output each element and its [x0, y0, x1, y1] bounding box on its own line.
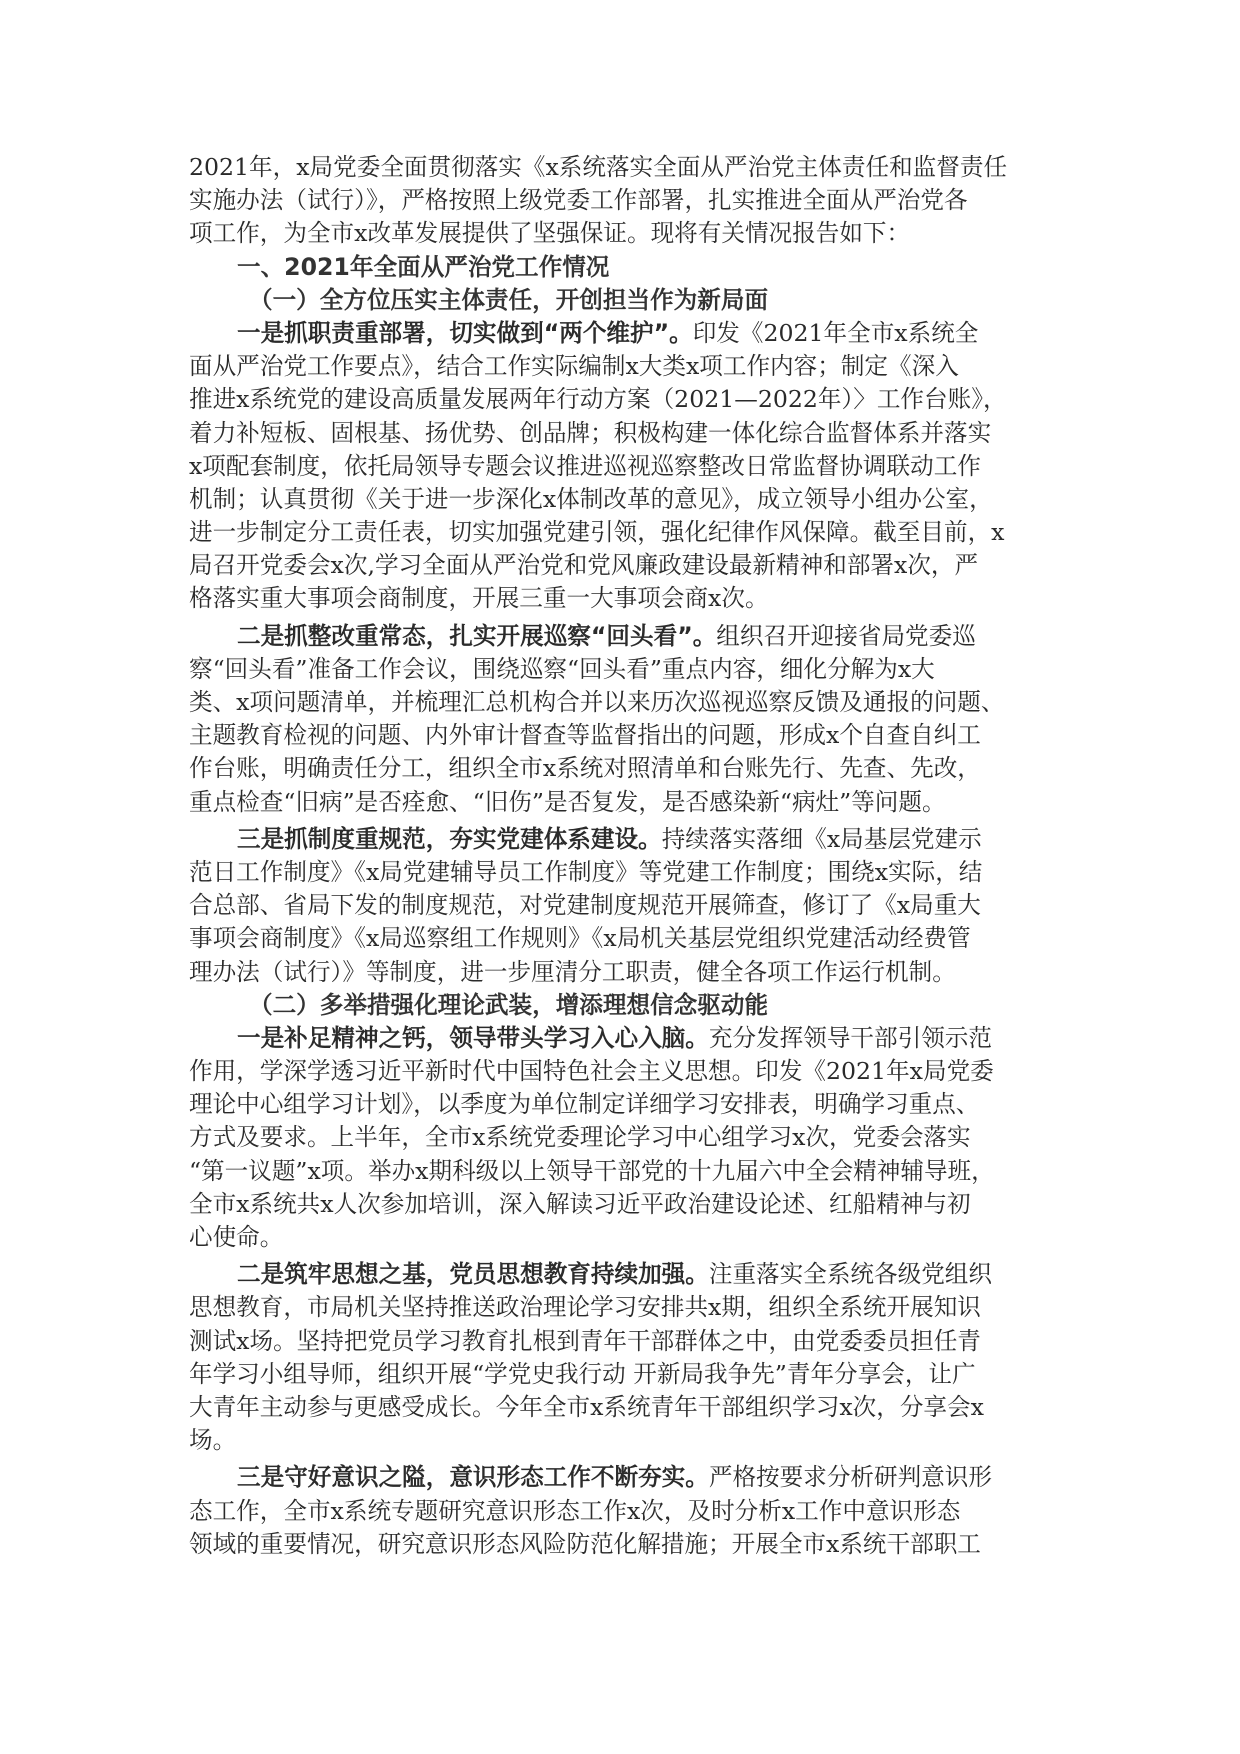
paragraph-2-3 [189, 1461, 1059, 1561]
text-line: 机制；认真贯彻《关于进一步深化x体制改革的意见》，成立领导小组办公室， [189, 484, 993, 513]
text-line: 格落实重大事项会商制度，开展三重一大事项会商x次。 [189, 584, 769, 613]
paragraph-lead: 二是抓整改重常态，扎实开展巡察“回头看”。 [237, 621, 717, 650]
document-page [189, 151, 1059, 1561]
text-line: 年学习小组导师，组织开展“学党史我行动 开新局我争先”青年分享会，让广 [189, 1359, 976, 1388]
subsection-title-1: （一）全方位压实主体责任，开创担当作为新局面 [249, 285, 769, 314]
text-line: 范日工作制度》《x局党建辅导员工作制度》等党建工作制度；围绕x实际，结 [189, 857, 983, 886]
text-line: 全市x系统共x人次参加培训，深入解读习近平政治建设论述、红船精神与初 [189, 1189, 971, 1218]
text-line: 重点检查“旧病”是否痊愈、“旧伤”是否复发，是否感染新“病灶”等问题。 [189, 787, 946, 816]
text-line: 理论中心组学习计划》，以季度为单位制定详细学习安排表，明确学习重点、 [189, 1090, 980, 1119]
paragraph-2-2 [189, 1258, 1059, 1457]
text-line: 态工作，全市x系统专题研究意识形态工作x次，及时分析x工作中意识形态 [189, 1496, 961, 1525]
text-line: x项配套制度，依托局领导专题会议推进巡视巡察整改日常监督协调联动工作 [189, 451, 981, 480]
text-line: 事项会商制度》《x局巡察组工作规则》《x局机关基层党组织党建活动经费管 [189, 924, 971, 953]
paragraph-lead: 三是抓制度重规范，夯实党建体系建设。 [237, 824, 662, 853]
text-line: 场。 [189, 1426, 237, 1455]
text-run: 严格按要求分析研判意识形 [708, 1463, 992, 1492]
paragraph-2-1 [189, 1022, 1059, 1254]
text-run: 组织召开迎接省局党委巡 [716, 621, 976, 650]
paragraph-1-2 [189, 620, 1059, 819]
text-line: “第一议题”x项。举办x期科级以上领导干部党的十九届六中全会精神辅导班， [189, 1156, 995, 1185]
text-line: 领域的重要情况，研究意识形态风险防范化解措施；开展全市x系统干部职工 [189, 1529, 981, 1558]
text-line: 心使命。 [189, 1223, 284, 1251]
text-line: 合总部、省局下发的制度规范，对党建制度规范开展筛查，修订了《x局重大 [189, 891, 981, 920]
text-run: 印发《2021年全市x系统全 [692, 318, 979, 347]
paragraph-lead: 一是抓职责重部署，切实做到“两个维护”。 [237, 318, 693, 347]
paragraph-1-1 [189, 317, 1059, 616]
paragraph-lead: 一是补足精神之钙，领导带头学习入心入脑。 [237, 1023, 709, 1052]
subsection-title-2: （二）多举措强化理论武装，增添理想信念驱动能 [249, 990, 769, 1019]
paragraph-lead: 二是筑牢思想之基，党员思想教育持续加强。 [237, 1260, 709, 1289]
text-line: 作用，学深学透习近平新时代中国特色社会主义思想。印发《2021年x局党委 [189, 1057, 994, 1086]
text-line: 测试x场。坚持把党员学习教育扎根到青年干部群体之中，由党委委员担任青 [189, 1326, 981, 1355]
text-line: 主题教育检视的问题、内外审计督查等监督指出的问题，形成x个自查自纠工 [189, 721, 981, 750]
text-line: 进一步制定分工责任表，切实加强党建引领，强化纪律作风保障。截至目前，x [189, 518, 1005, 547]
text-line: 思想教育，市局机关坚持推送政治理论学习安排共x期，组织全系统开展知识 [189, 1293, 981, 1322]
text-line: 大青年主动参与更感受成长。今年全市x系统青年干部组织学习x次，分享会x [189, 1392, 984, 1421]
text-line: 局召开党委会x次,学习全面从严治党和党风廉政建设最新精神和部署x次，严 [189, 551, 979, 580]
paragraph-lead: 三是守好意识之隘，意识形态工作不断夯实。 [237, 1463, 709, 1492]
text-line: 方式及要求。上半年，全市x系统党委理论学习中心组学习x次，党委会落实 [189, 1123, 971, 1152]
paragraph-1-3 [189, 823, 1059, 989]
text-run: 持续落实落细《x局基层党建示 [661, 824, 982, 853]
text-line: 推进x系统党的建设高质量发展两年行动方案（2021—2022年）〉工作台账》， [189, 385, 1007, 414]
text-line: 作台账，明确责任分工，组织全市x系统对照清单和台账先行、先查、先改， [189, 754, 981, 783]
text-run: 注重落实全系统各级党组织 [708, 1260, 992, 1289]
text-line: 察“回头看”准备工作会议，围绕巡察“回头看”重点内容，细化分解为x大 [189, 654, 935, 683]
intro-paragraph [189, 151, 1059, 251]
section-heading-1: 一、2021年全面从严治党工作情况 [237, 252, 610, 281]
text-line: 类、x项问题清单，并梳理汇总机构合并以来历次巡视巡察反馈及通报的问题、 [189, 688, 1005, 716]
text-line: 着力补短板、固根基、扬优势、创品牌；积极构建一体化综合监督体系并落实 [189, 418, 992, 447]
text-run: 充分发挥领导干部引领示范 [708, 1023, 992, 1052]
text-line: 面从严治党工作要点》，结合工作实际编制x大类x项工作内容；制定《深入 [189, 352, 959, 381]
text-line: 实施办法（试行）》，严格按照上级党委工作部署，扎实推进全面从严治党各 [189, 186, 968, 215]
text-line: 理办法（试行）》等制度，进一步厘清分工职责，健全各项工作运行机制。 [189, 957, 956, 986]
text-line: 项工作，为全市x改革发展提供了坚强保证。现将有关情况报告如下： [189, 219, 911, 248]
text-line: 2021年，x局党委全面贯彻落实《x系统落实全面从严治党主体责任和监督责任 [189, 153, 1008, 181]
